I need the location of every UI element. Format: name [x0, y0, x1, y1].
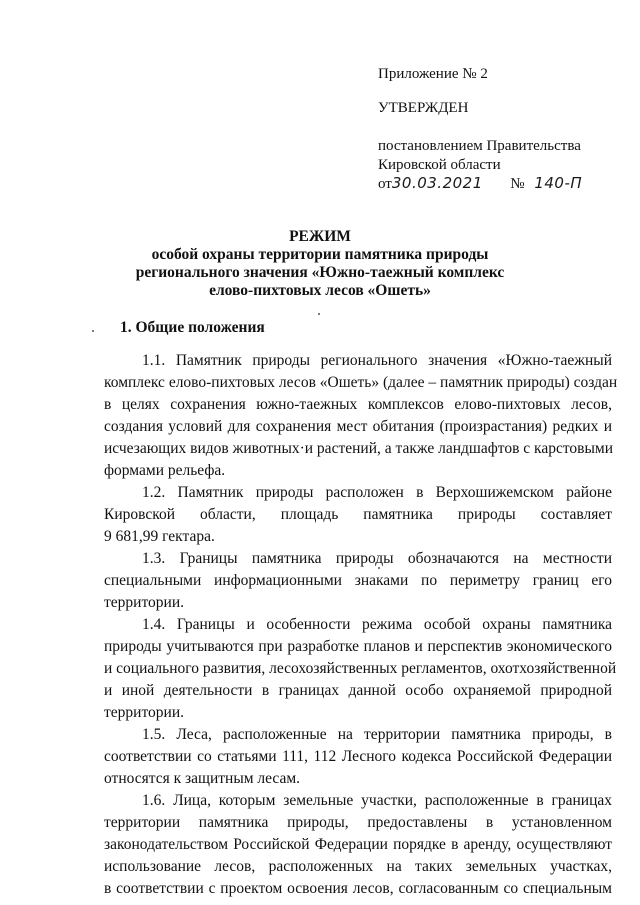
text-line: формами рельефа.	[104, 462, 226, 479]
decree-date-number	[378, 174, 582, 193]
number-label: №	[510, 176, 525, 192]
text-line: создания условий для сохранения мест обитания (произрастания) редких и	[104, 418, 612, 435]
from-label: от	[378, 176, 392, 192]
text-line: 1.1. Памятник природы регионального значения «Южно-таежный	[142, 352, 612, 369]
text-line: 1.3. Границы памятника природы обозначаются на местности	[142, 550, 612, 567]
text-line: законодательством Российской Федерации порядке в аренду, осуществляют	[104, 836, 612, 853]
title-line-2: особой охраны территории памятника природы	[151, 246, 489, 263]
text-line: и иной деятельности в границах данной особо охраняемой природной	[104, 682, 612, 699]
handwritten-number: 140-П	[534, 174, 583, 192]
appendix-label: Приложение № 2	[378, 66, 488, 82]
text-line: в соответствии с проектом освоения лесов, согласованным со специальным	[104, 880, 612, 897]
decree-line-1: постановлением Правительства	[378, 138, 581, 154]
text-line: природы учитываются при разработке планов и перспектив экономического	[104, 638, 612, 655]
text-line: 1.6. Лица, которым земельные участки, расположенные в границах	[142, 792, 612, 809]
text-line: использование лесов, расположенных на таких земельных участках,	[104, 858, 612, 875]
title-line-3: регионального значения «Южно-таежный комплекс	[135, 264, 505, 281]
text-line: территории памятника природы, предоставлены в установленном	[104, 814, 612, 831]
title-line-4: елово-пихтовых лесов «Ошеть»	[209, 282, 431, 299]
text-line: 1.4. Границы и особенности режима особой охраны памятника	[142, 616, 612, 633]
approved-label: УТВЕРЖДЕН	[378, 100, 469, 116]
text-line: и социального развития, лесохозяйственных регламентов, охотхозяйственной	[104, 660, 617, 677]
scan-speck	[318, 313, 320, 315]
text-line: соответствии со статьями 111, 112 Лесного кодекса Российской Федерации	[104, 748, 612, 765]
text-line: комплекс елово-пихтовых лесов «Ошеть» (далее – памятник природы) создан	[104, 374, 618, 391]
text-line: территории.	[104, 594, 184, 611]
text-line: относятся к защитным лесам.	[104, 770, 301, 787]
text-line: Кировской области, площадь памятника природы составляет	[104, 506, 612, 523]
text-line: исчезающих видов животных·и растений, а также ландшафтов с карстовыми	[104, 440, 614, 457]
document-title: РЕЖИМ	[289, 228, 351, 245]
text-line: специальными информационными знаками по периметру границ его	[104, 572, 612, 589]
text-line: 9 681,99 гектара.	[104, 528, 215, 545]
text-line: 1.5. Леса, расположенные на территории памятника природы, в	[142, 726, 612, 743]
decree-line-2: Кировской области	[378, 157, 501, 173]
text-line: в целях сохранения южно-таежных комплексов елово-пихтовых лесов,	[104, 396, 612, 413]
scan-speck	[92, 330, 94, 332]
handwritten-date: 30.03.2021	[391, 174, 483, 192]
section-heading: 1. Общие положения	[120, 319, 265, 336]
text-line: территории.	[104, 704, 184, 721]
text-line: 1.2. Памятник природы расположен в Верхошижемском районе	[142, 484, 612, 501]
